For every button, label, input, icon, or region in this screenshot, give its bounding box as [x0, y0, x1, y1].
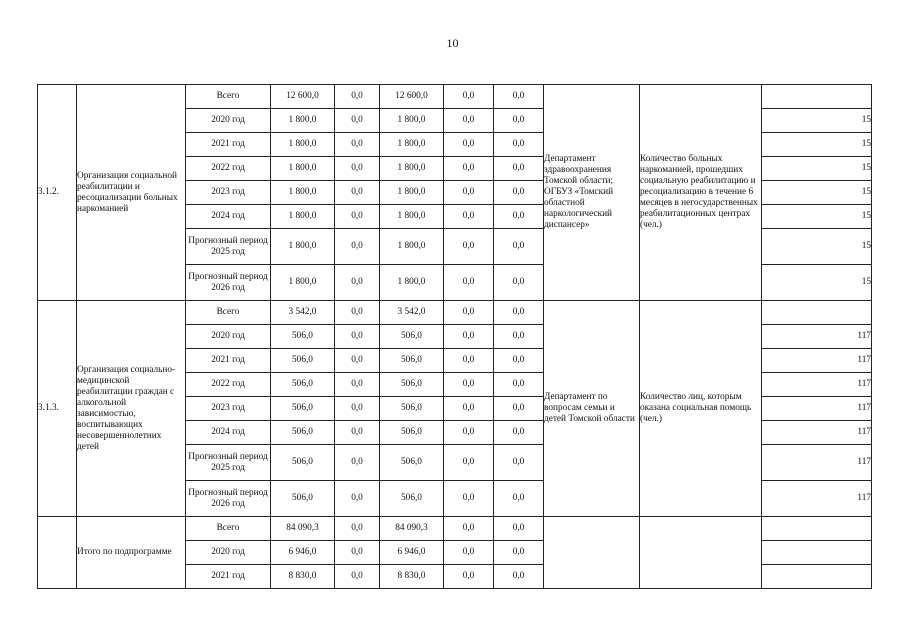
regional-value: 506,0: [380, 325, 444, 349]
total-value: 506,0: [271, 481, 335, 517]
page-number: 10: [446, 36, 459, 50]
indicator-value: [762, 565, 872, 589]
federal-value: 0,0: [335, 325, 380, 349]
period-cell: [186, 421, 271, 445]
period-cell: [186, 445, 271, 481]
local-value: 0,0: [444, 541, 494, 565]
period-label: Всего: [216, 523, 240, 533]
period-cell: [186, 229, 271, 265]
regional-value: 1 800,0: [380, 181, 444, 205]
indicator-value: 117: [762, 325, 872, 349]
local-value: 0,0: [444, 265, 494, 301]
period-label: 2020 год: [211, 331, 245, 341]
measure-number: 3.1.2.: [38, 85, 77, 301]
regional-value: 506,0: [380, 445, 444, 481]
local-value: 0,0: [444, 397, 494, 421]
regional-value: 1 800,0: [380, 157, 444, 181]
local-value: 0,0: [444, 445, 494, 481]
other-value: 0,0: [494, 325, 544, 349]
period-label: 2021 год: [211, 571, 245, 581]
total-value: 1 800,0: [271, 205, 335, 229]
period-cell: [186, 517, 271, 541]
federal-value: 0,0: [335, 85, 380, 109]
other-value: 0,0: [494, 109, 544, 133]
other-value: 0,0: [494, 445, 544, 481]
period-label: 2023 год: [211, 187, 245, 197]
period-label: 2020 год: [211, 547, 245, 557]
indicator-value: 15: [762, 229, 872, 265]
indicator-value: 117: [762, 349, 872, 373]
local-value: 0,0: [444, 325, 494, 349]
other-value: 0,0: [494, 397, 544, 421]
local-value: 0,0: [444, 349, 494, 373]
period-cell: [186, 565, 271, 589]
indicator-name: Количество лиц, которым оказана социальная помощь (чел.): [640, 301, 762, 517]
federal-value: 0,0: [335, 229, 380, 265]
period-cell: [186, 133, 271, 157]
regional-value: 506,0: [380, 421, 444, 445]
total-value: 506,0: [271, 421, 335, 445]
period-cell: [186, 397, 271, 421]
local-value: 0,0: [444, 133, 494, 157]
regional-value: 1 800,0: [380, 109, 444, 133]
regional-value: 1 800,0: [380, 229, 444, 265]
other-value: 0,0: [494, 205, 544, 229]
other-value: 0,0: [494, 481, 544, 517]
regional-value: 506,0: [380, 349, 444, 373]
table-row: [38, 301, 872, 325]
other-value: 0,0: [494, 265, 544, 301]
total-value: 506,0: [271, 349, 335, 373]
federal-value: 0,0: [335, 205, 380, 229]
federal-value: 0,0: [335, 181, 380, 205]
regional-value: 1 800,0: [380, 205, 444, 229]
period-cell: [186, 109, 271, 133]
federal-value: 0,0: [335, 445, 380, 481]
other-value: 0,0: [494, 181, 544, 205]
total-value: 506,0: [271, 373, 335, 397]
local-value: 0,0: [444, 229, 494, 265]
total-value: 1 800,0: [271, 109, 335, 133]
regional-value: 12 600,0: [380, 85, 444, 109]
regional-value: 506,0: [380, 397, 444, 421]
federal-value: 0,0: [335, 109, 380, 133]
federal-value: 0,0: [335, 157, 380, 181]
total-value: 506,0: [271, 445, 335, 481]
local-value: 0,0: [444, 481, 494, 517]
regional-value: 6 946,0: [380, 541, 444, 565]
period-label: Всего: [216, 91, 240, 101]
total-value: 506,0: [271, 325, 335, 349]
local-value: 0,0: [444, 181, 494, 205]
period-cell: [186, 301, 271, 325]
indicator-value: [762, 301, 872, 325]
period-cell: [186, 205, 271, 229]
federal-value: 0,0: [335, 301, 380, 325]
federal-value: 0,0: [335, 421, 380, 445]
other-value: 0,0: [494, 517, 544, 541]
measure-name: Организация социально-медицинской реабилитации граждан с алкогольной зависимостью, воспитывающих несовершеннолетних детей: [77, 301, 186, 517]
regional-value: 506,0: [380, 373, 444, 397]
regional-value: 3 542,0: [380, 301, 444, 325]
federal-value: 0,0: [335, 133, 380, 157]
regional-value: 8 830,0: [380, 565, 444, 589]
total-value: 6 946,0: [271, 541, 335, 565]
period-label: 2023 год: [211, 403, 245, 413]
indicator-value: 15: [762, 205, 872, 229]
subprogram-table: [37, 84, 872, 589]
period-cell: [186, 541, 271, 565]
other-value: 0,0: [494, 565, 544, 589]
total-value: 84 090,3: [271, 517, 335, 541]
other-value: 0,0: [494, 421, 544, 445]
responsible-department: Департамент здравоохранения Томской области; ОГБУЗ «Томский областной наркологический диспансер»: [544, 85, 640, 301]
other-value: 0,0: [494, 157, 544, 181]
period-cell: [186, 157, 271, 181]
period-label: Прогнозный период 2026 год: [188, 487, 268, 509]
period-cell: [186, 181, 271, 205]
total-value: 1 800,0: [271, 229, 335, 265]
indicator-value: [762, 541, 872, 565]
indicator-value: 117: [762, 373, 872, 397]
period-cell: [186, 481, 271, 517]
federal-value: 0,0: [335, 481, 380, 517]
table-row: [38, 517, 872, 541]
period-label: 2024 год: [211, 427, 245, 437]
period-label: Прогнозный период 2026 год: [188, 271, 268, 293]
other-value: 0,0: [494, 349, 544, 373]
indicator-name: Количество больных наркоманией, прошедших социальную реабилитацию и ресоциализацию в течение 6 месяцев в негосударственных реабилитационных центрах (чел.): [640, 85, 762, 301]
measure-name: Итого по подпрограмме: [77, 517, 186, 589]
period-label: 2020 год: [211, 115, 245, 125]
other-value: 0,0: [494, 229, 544, 265]
other-value: 0,0: [494, 541, 544, 565]
indicator-name: [640, 517, 762, 589]
federal-value: 0,0: [335, 265, 380, 301]
indicator-value: 15: [762, 157, 872, 181]
indicator-value: [762, 85, 872, 109]
measure-number: 3.1.3.: [38, 301, 77, 517]
period-label: 2024 год: [211, 211, 245, 221]
federal-value: 0,0: [335, 541, 380, 565]
total-value: 12 600,0: [271, 85, 335, 109]
period-cell: [186, 265, 271, 301]
period-label: Всего: [216, 307, 240, 317]
local-value: 0,0: [444, 157, 494, 181]
local-value: 0,0: [444, 205, 494, 229]
regional-value: 1 800,0: [380, 133, 444, 157]
indicator-value: 15: [762, 133, 872, 157]
total-value: 506,0: [271, 397, 335, 421]
period-label: 2021 год: [211, 139, 245, 149]
table-row: [38, 85, 872, 109]
period-cell: [186, 85, 271, 109]
responsible-department: Департамент по вопросам семьи и детей Томской области: [544, 301, 640, 517]
measure-name: Организация социальной реабилитации и ресоциализации больных наркоманией: [77, 85, 186, 301]
federal-value: 0,0: [335, 373, 380, 397]
local-value: 0,0: [444, 517, 494, 541]
indicator-value: 117: [762, 397, 872, 421]
other-value: 0,0: [494, 85, 544, 109]
federal-value: 0,0: [335, 349, 380, 373]
local-value: 0,0: [444, 565, 494, 589]
period-cell: [186, 325, 271, 349]
period-cell: [186, 373, 271, 397]
regional-value: 84 090,3: [380, 517, 444, 541]
period-label: Прогнозный период 2025 год: [188, 235, 268, 257]
measure-number: [38, 517, 77, 589]
table-body: [38, 85, 872, 589]
total-value: 1 800,0: [271, 265, 335, 301]
total-value: 1 800,0: [271, 181, 335, 205]
indicator-value: 117: [762, 481, 872, 517]
total-value: 1 800,0: [271, 157, 335, 181]
indicator-value: [762, 517, 872, 541]
period-label: Прогнозный период 2025 год: [188, 451, 268, 473]
indicator-value: 15: [762, 265, 872, 301]
indicator-value: 117: [762, 445, 872, 481]
regional-value: 1 800,0: [380, 265, 444, 301]
local-value: 0,0: [444, 373, 494, 397]
indicator-value: 117: [762, 421, 872, 445]
local-value: 0,0: [444, 109, 494, 133]
other-value: 0,0: [494, 301, 544, 325]
indicator-value: 15: [762, 181, 872, 205]
federal-value: 0,0: [335, 565, 380, 589]
other-value: 0,0: [494, 133, 544, 157]
total-value: 3 542,0: [271, 301, 335, 325]
indicator-value: 15: [762, 109, 872, 133]
local-value: 0,0: [444, 85, 494, 109]
local-value: 0,0: [444, 301, 494, 325]
period-label: 2022 год: [211, 379, 245, 389]
regional-value: 506,0: [380, 481, 444, 517]
local-value: 0,0: [444, 421, 494, 445]
period-label: 2021 год: [211, 355, 245, 365]
federal-value: 0,0: [335, 397, 380, 421]
period-label: 2022 год: [211, 163, 245, 173]
responsible-department: [544, 517, 640, 589]
total-value: 1 800,0: [271, 133, 335, 157]
federal-value: 0,0: [335, 517, 380, 541]
total-value: 8 830,0: [271, 565, 335, 589]
other-value: 0,0: [494, 373, 544, 397]
period-cell: [186, 349, 271, 373]
